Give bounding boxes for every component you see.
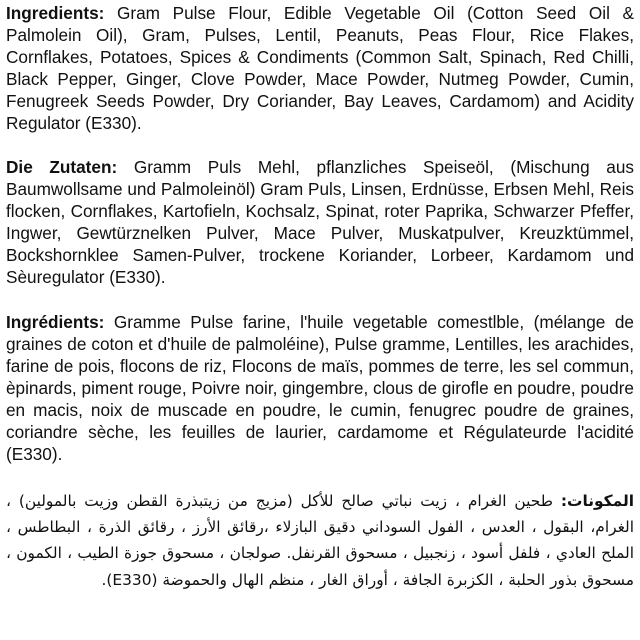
arabic-ingredients-paragraph xyxy=(6,488,634,593)
french-ingredients-text: Gramme Pulse farine, l'huile vegetable comestlble, (mélange de graines de coton et d'huile de palmoléine), Pulse gramme, Lentilles, les arachides, farine de pois, flocons de riz, Flocons de maïs, pommes de terre, les sel commun, èpinards, piment rouge, Poivre noir, gingembre, clous de girofle en poudre, poudre en macis, noix de muscade en poudre, le cumin, fenugrec poudre de graines, coriandre sèche, les feuilles de laurier, cardamome et Régulateurde l'acidité (E330). xyxy=(6,312,634,464)
arabic-ingredients-text: طحين الغرام ، زيت نباتي صالح للأكل (مزيج من زيتبذرة القطن وزيت بالمولين) ، الغرام، البقول ، العدس ، الفول السوداني دقيق البازلاء ،رقائق الأرز ، رقائق الذرة ، البطاطس ، الملح العادي ، فلفل أسود ، زنجبيل ، مسحوق القرنفل. صولجان ، مسحوق جوزة الطيب ، الكمون ، مسحوق بذور الحلبة ، الكزبرة الجافة ، أوراق الغار ، منظم الهال والحموضة (E330). xyxy=(6,492,634,589)
german-ingredients-paragraph xyxy=(6,156,634,288)
german-ingredients-text: Gramm Puls Mehl, pflanzliches Speiseöl, (Mischung aus Baumwollsame und Palmoleinöl) Gram Puls, Linsen, Erdnüsse, Erbsen Mehl, Reis flocken, Cornflakes, Kartofieln, Kochsalz, Spinat, roter Paprika, Schwarzer Pfeffer, Ingwer, Gewtürznelken Pulver, Mace Pulver, Muskatpulver, Kreuzktümmel, Bockshornklee Samen-Pulver, trockene Koriander, Lorbeer, Kardamom und Sèuregulator (E330). xyxy=(6,157,634,287)
french-ingredients-paragraph xyxy=(6,311,634,465)
english-ingredients-text: Gram Pulse Flour, Edible Vegetable Oil (Cotton Seed Oil & Palmolein Oil), Gram, Pulses, Lentil, Peanuts, Peas Flour, Rice Flakes, Cornflakes, Potatoes, Spices & Condiments (Common Salt, Spinach, Red Chilli, Black Pepper, Ginger, Clove Powder, Mace Powder, Nutmeg Powder, Cumin, Fenugreek Seeds Powder, Dry Coriander, Bay Leaves, Cardamom) and Acidity Regulator (E330). xyxy=(6,3,634,133)
german-ingredients-heading: Die Zutaten: xyxy=(6,157,118,177)
english-ingredients-heading: Ingredients: xyxy=(6,3,105,23)
english-ingredients-paragraph xyxy=(6,2,634,134)
french-ingredients-heading: Ingrédients: xyxy=(6,312,105,332)
arabic-ingredients-heading: المكونات: xyxy=(560,492,634,510)
